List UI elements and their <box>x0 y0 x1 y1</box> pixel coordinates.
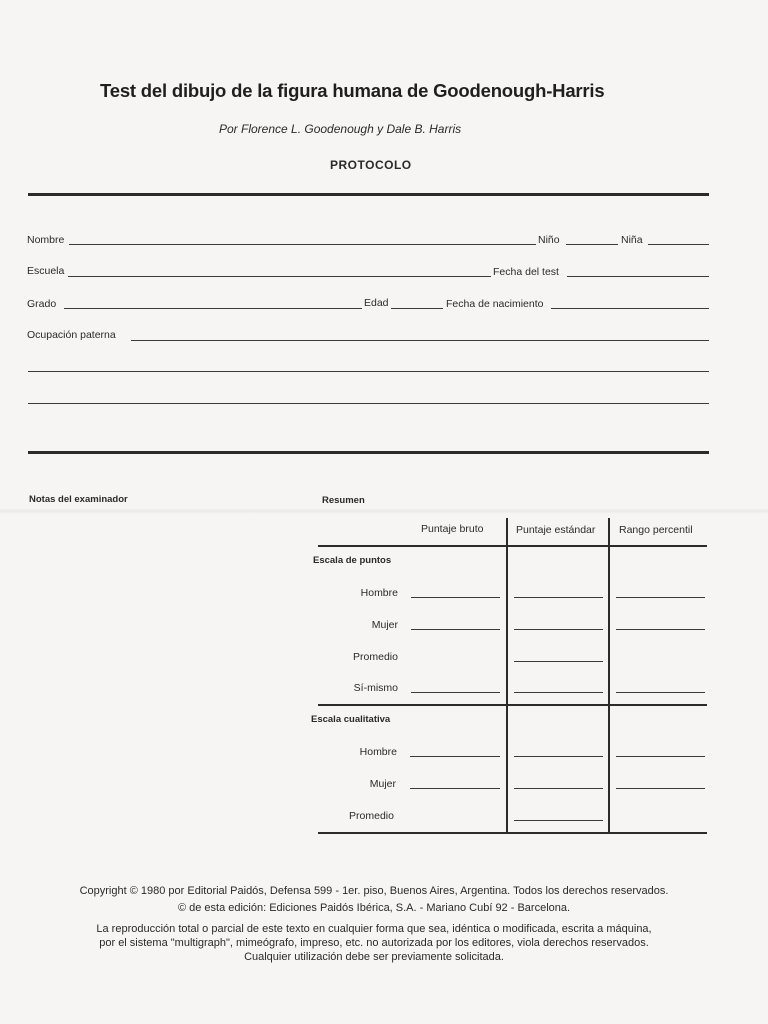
table-divider-1 <box>506 518 508 834</box>
ocupacion-field-line-2[interactable] <box>28 371 709 372</box>
cual-row-hombre: Hombre <box>359 746 397 758</box>
puntos-promedio-estandar[interactable] <box>514 661 603 662</box>
fecha-test-field[interactable] <box>567 276 709 277</box>
table-divider-2 <box>608 518 610 834</box>
table-bottom-rule <box>318 832 707 834</box>
puntos-row-hombre: Hombre <box>360 587 398 599</box>
ocupacion-label: Ocupación paterna <box>27 329 116 341</box>
fecha-test-label: Fecha del test <box>493 266 559 278</box>
puntos-mujer-bruto[interactable] <box>411 629 500 630</box>
puntos-hombre-bruto[interactable] <box>411 597 500 598</box>
ocupacion-field[interactable] <box>131 340 709 341</box>
grado-field[interactable] <box>64 308 362 309</box>
puntos-row-promedio: Promedio <box>353 651 398 663</box>
cual-hombre-estandar[interactable] <box>514 756 603 757</box>
table-header-rule <box>318 545 707 547</box>
fecha-nacimiento-field[interactable] <box>551 308 709 309</box>
nina-label: Niña <box>621 234 643 246</box>
puntos-simismo-estandar[interactable] <box>514 692 603 693</box>
cual-mujer-estandar[interactable] <box>514 788 603 789</box>
escala-cualitativa-title: Escala cualitativa <box>311 714 391 725</box>
examiner-notes-label: Notas del examinador <box>29 494 128 505</box>
reproduction-line-3: Cualquier utilización debe ser previamente solicitada. <box>244 951 504 963</box>
escuela-label: Escuela <box>27 265 65 277</box>
summary-label: Resumen <box>322 495 365 506</box>
middle-rule <box>28 451 709 454</box>
puntos-mujer-estandar[interactable] <box>514 629 603 630</box>
ocupacion-field-line-3[interactable] <box>28 403 709 404</box>
nino-field[interactable] <box>566 244 618 245</box>
edad-field[interactable] <box>391 308 443 309</box>
col-puntaje-estandar: Puntaje estándar <box>516 524 596 536</box>
puntos-row-si-mismo: Sí-mismo <box>353 682 398 694</box>
puntos-mujer-percentil[interactable] <box>616 629 705 630</box>
edad-label: Edad <box>364 297 389 309</box>
cual-promedio-estandar[interactable] <box>514 820 603 821</box>
cual-mujer-percentil[interactable] <box>616 788 705 789</box>
table-section-rule <box>318 704 707 706</box>
col-puntaje-bruto: Puntaje bruto <box>421 523 484 535</box>
puntos-hombre-estandar[interactable] <box>514 597 603 598</box>
paper-fold <box>0 508 768 514</box>
authors-line: Por Florence L. Goodenough y Dale B. Harris <box>219 122 462 136</box>
copyright-line: Copyright © 1980 por Editorial Paidós, Defensa 599 - 1er. piso, Buenos Aires, Argentina. Todos los derechos reservados. <box>79 885 669 897</box>
fecha-nacimiento-label: Fecha de nacimiento <box>446 298 544 310</box>
grado-label: Grado <box>27 298 57 310</box>
cual-row-promedio: Promedio <box>349 810 394 822</box>
puntos-simismo-bruto[interactable] <box>411 692 500 693</box>
nombre-label: Nombre <box>27 234 65 246</box>
puntos-simismo-percentil[interactable] <box>616 692 705 693</box>
document-title: Test del dibujo de la figura humana de Goodenough-Harris <box>100 80 605 101</box>
cual-hombre-percentil[interactable] <box>616 756 705 757</box>
escala-puntos-title: Escala de puntos <box>313 555 392 566</box>
nina-field[interactable] <box>648 244 709 245</box>
nombre-field[interactable] <box>69 244 536 245</box>
top-rule <box>28 193 709 196</box>
protocol-heading: PROTOCOLO <box>330 158 412 172</box>
reproduction-line-1: La reproducción total o parcial de este texto en cualquier forma que sea, idéntica o modificada, escrita a máquina, <box>96 923 652 935</box>
reproduction-line-2: por el sistema "multigraph", mimeógrafo, impreso, etc. no autorizada por los editores, viola derechos reservados. <box>99 937 649 949</box>
col-rango-percentil: Rango percentil <box>619 524 693 536</box>
puntos-row-mujer: Mujer <box>371 619 398 631</box>
edition-line: © de esta edición: Ediciones Paidós Ibérica, S.A. - Mariano Cubí 92 - Barcelona. <box>177 902 571 914</box>
escuela-field[interactable] <box>68 276 491 277</box>
nino-label: Niño <box>538 234 560 246</box>
puntos-hombre-percentil[interactable] <box>616 597 705 598</box>
cual-mujer-bruto[interactable] <box>410 788 500 789</box>
cual-row-mujer: Mujer <box>369 778 396 790</box>
cual-hombre-bruto[interactable] <box>410 756 500 757</box>
